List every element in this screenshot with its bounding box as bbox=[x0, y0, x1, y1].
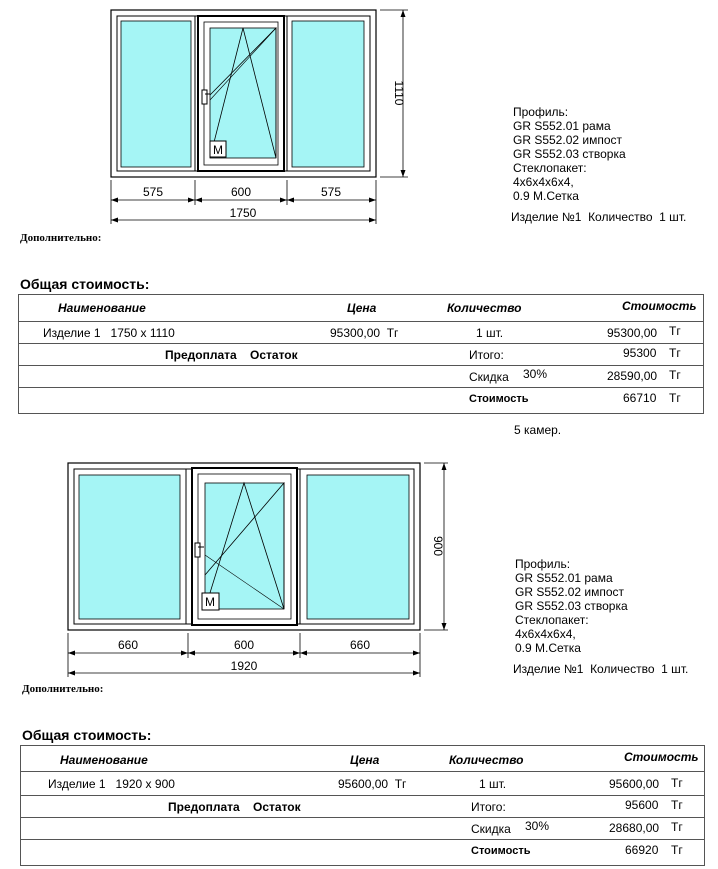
spec-line: GR S552.01 рама bbox=[513, 119, 611, 133]
final-label: Стоимость bbox=[469, 393, 529, 405]
final-currency: Тг bbox=[671, 843, 683, 857]
header-cost: Стоимость bbox=[624, 750, 699, 764]
itogo-label: Итого: bbox=[469, 348, 504, 362]
spec-line: Профиль: bbox=[515, 557, 571, 571]
glass-left bbox=[79, 475, 180, 619]
header-price: Цена bbox=[350, 753, 380, 767]
dimension-middle: 600 bbox=[230, 185, 252, 199]
total-title: Общая стоимость: bbox=[22, 727, 152, 743]
row-cost: 95600,00 bbox=[609, 777, 660, 791]
row-price: 95600,00 Тг bbox=[338, 777, 407, 791]
spec-line: GR S552.03 створка bbox=[513, 147, 626, 161]
spec-line: Стеклопакет: bbox=[513, 161, 587, 175]
itogo-currency: Тг bbox=[671, 798, 683, 812]
item-quantity-line: Изделие №1 Количество 1 шт. bbox=[511, 210, 687, 224]
prepay-label: Предоплата Остаток bbox=[165, 348, 298, 362]
glass-right bbox=[292, 21, 364, 167]
dimension-right: 575 bbox=[320, 185, 342, 199]
discount-percent: 30% bbox=[525, 819, 550, 833]
header-name: Наименование bbox=[58, 301, 146, 315]
spec-line: Стеклопакет: bbox=[515, 613, 589, 627]
item-quantity-line: Изделие №1 Количество 1 шт. bbox=[513, 662, 689, 676]
itogo-value: 95600 bbox=[625, 798, 659, 812]
glass-sash bbox=[210, 28, 276, 158]
discount-value: 28680,00 bbox=[609, 821, 660, 835]
header-cost: Стоимость bbox=[622, 299, 697, 313]
header-price: Цена bbox=[347, 301, 377, 315]
row-name: Изделие 1 1920 x 900 bbox=[48, 777, 175, 791]
dimension-height: 900 bbox=[431, 535, 445, 557]
header-qty: Количество bbox=[447, 301, 522, 315]
mosquito-net-label: M bbox=[213, 143, 223, 157]
row-qty: 1 шт. bbox=[479, 777, 507, 791]
final-value: 66710 bbox=[623, 391, 657, 405]
discount-label: Скидка bbox=[471, 822, 511, 836]
additional-label: Дополнительно: bbox=[22, 683, 104, 695]
spec-line: 0.9 М.Сетка bbox=[513, 189, 579, 203]
final-currency: Тг bbox=[669, 391, 681, 405]
spec-line: 0.9 М.Сетка bbox=[515, 641, 581, 655]
final-label: Стоимость bbox=[471, 845, 531, 857]
dimension-left: 660 bbox=[117, 638, 139, 652]
dimension-right: 660 bbox=[349, 638, 371, 652]
spec-line: GR S552.02 импост bbox=[515, 585, 624, 599]
glass-sash bbox=[205, 483, 284, 609]
itogo-value: 95300 bbox=[623, 346, 657, 360]
dimension-height: 1110 bbox=[392, 80, 406, 106]
discount-currency: Тг bbox=[669, 368, 681, 382]
spec-line: GR S552.03 створка bbox=[515, 599, 628, 613]
total-title: Общая стоимость: bbox=[20, 276, 150, 292]
spec-list bbox=[513, 105, 626, 203]
spec-line: Профиль: bbox=[513, 105, 569, 119]
itogo-label: Итого: bbox=[471, 800, 506, 814]
handle-icon bbox=[202, 90, 207, 104]
row-qty: 1 шт. bbox=[476, 326, 504, 340]
dimension-total-width: 1750 bbox=[229, 206, 257, 220]
dimension-middle: 600 bbox=[233, 638, 255, 652]
discount-currency: Тг bbox=[671, 820, 683, 834]
row-currency: Тг bbox=[669, 324, 681, 338]
additional-label: Дополнительно: bbox=[20, 232, 102, 244]
dimension-total-width: 1920 bbox=[230, 659, 258, 673]
glass-left bbox=[121, 21, 191, 167]
discount-label: Скидка bbox=[469, 370, 509, 384]
itogo-currency: Тг bbox=[669, 346, 681, 360]
header-qty: Количество bbox=[449, 753, 524, 767]
spec-list bbox=[515, 557, 628, 655]
spec-line: 4x6x4x6x4, bbox=[513, 175, 574, 189]
spec-line: GR S552.01 рама bbox=[515, 571, 613, 585]
spec-line: GR S552.02 импост bbox=[513, 133, 622, 147]
discount-value: 28590,00 bbox=[607, 369, 658, 383]
row-name: Изделие 1 1750 x 1110 bbox=[43, 326, 175, 340]
header-name: Наименование bbox=[60, 753, 148, 767]
row-cost: 95300,00 bbox=[607, 326, 658, 340]
mosquito-net-label: M bbox=[205, 595, 215, 609]
handle-icon bbox=[195, 543, 200, 557]
chambers-note: 5 камер. bbox=[514, 423, 562, 437]
spec-line: 4x6x4x6x4, bbox=[515, 627, 576, 641]
discount-percent: 30% bbox=[523, 367, 548, 381]
glass-right bbox=[307, 475, 409, 619]
final-value: 66920 bbox=[625, 843, 659, 857]
row-price: 95300,00 Тг bbox=[330, 326, 399, 340]
prepay-label: Предоплата Остаток bbox=[168, 800, 301, 814]
dimension-left: 575 bbox=[142, 185, 164, 199]
row-currency: Тг bbox=[671, 776, 683, 790]
